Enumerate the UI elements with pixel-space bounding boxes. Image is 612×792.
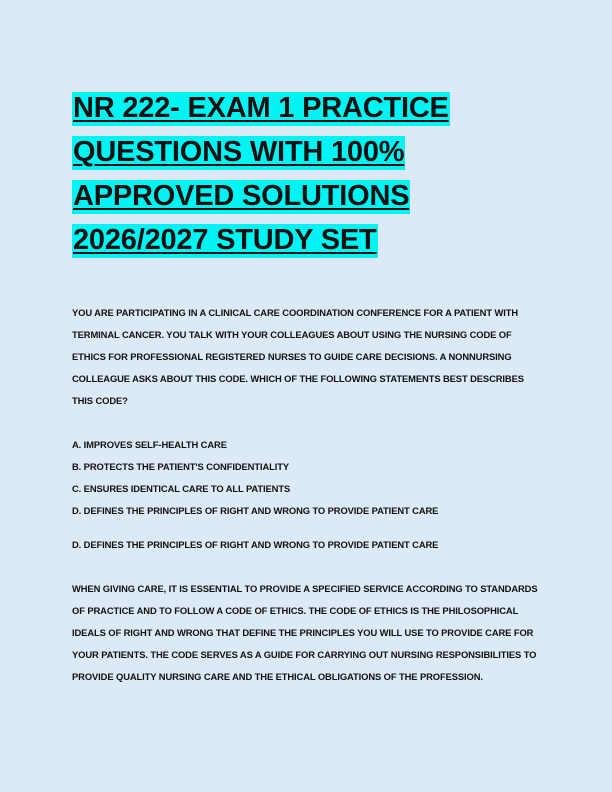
title-highlight: NR 222- EXAM 1 PRACTICE QUESTIONS WITH 100% APPROVED SOLUTIONS 2026/2027 STUDY SET [73, 92, 449, 256]
option-c: C. ENSURES IDENTICAL CARE TO ALL PATIENTS [72, 483, 291, 494]
question-text: YOU ARE PARTICIPATING IN A CLINICAL CARE COORDINATION CONFERENCE FOR A PATIENT WITH TERMINAL CANCER. YOU TALK WITH YOUR COLLEAGUES ABOUT USING THE NURSING CODE OF ETHICS FOR PROFESSIONAL REGISTERED NURSES TO GUIDE CARE DECISIONS. A NONNURSING COLLEAGUE ASKS ABOUT THIS CODE. WHICH OF THE FOLLOWING STATEMENTS BEST DESCRIBES THIS CODE? [72, 307, 524, 406]
option-b: B. PROTECTS THE PATIENT'S CONFIDENTIALITY [72, 461, 290, 472]
rationale-text: WHEN GIVING CARE, IT IS ESSENTIAL TO PROVIDE A SPECIFIED SERVICE ACCORDING TO STANDARDS OF PRACTICE AND TO FOLLOW A CODE OF ETHICS. THE CODE OF ETHICS IS THE PHILOSOPHICAL IDEALS OF RIGHT AND WRONG THAT DEFINE THE PRINCIPLES YOU WILL USE TO PROVIDE CARE FOR YOUR PATIENTS. THE CODE SERVES AS A GUIDE FOR CARRYING OUT NURSING RESPONSIBILITIES TO PROVIDE QUALITY NURSING CARE AND THE ETHICAL OBLIGATIONS OF THE PROFESSION. [72, 583, 538, 682]
option-d: D. DEFINES THE PRINCIPLES OF RIGHT AND WRONG TO PROVIDE PATIENT CARE [72, 505, 439, 516]
document-title [72, 86, 542, 262]
answer-options [72, 434, 547, 522]
correct-answer: D. DEFINES THE PRINCIPLES OF RIGHT AND WRONG TO PROVIDE PATIENT CARE [72, 539, 439, 550]
option-a: A. IMPROVES SELF-HEALTH CARE [72, 439, 227, 450]
